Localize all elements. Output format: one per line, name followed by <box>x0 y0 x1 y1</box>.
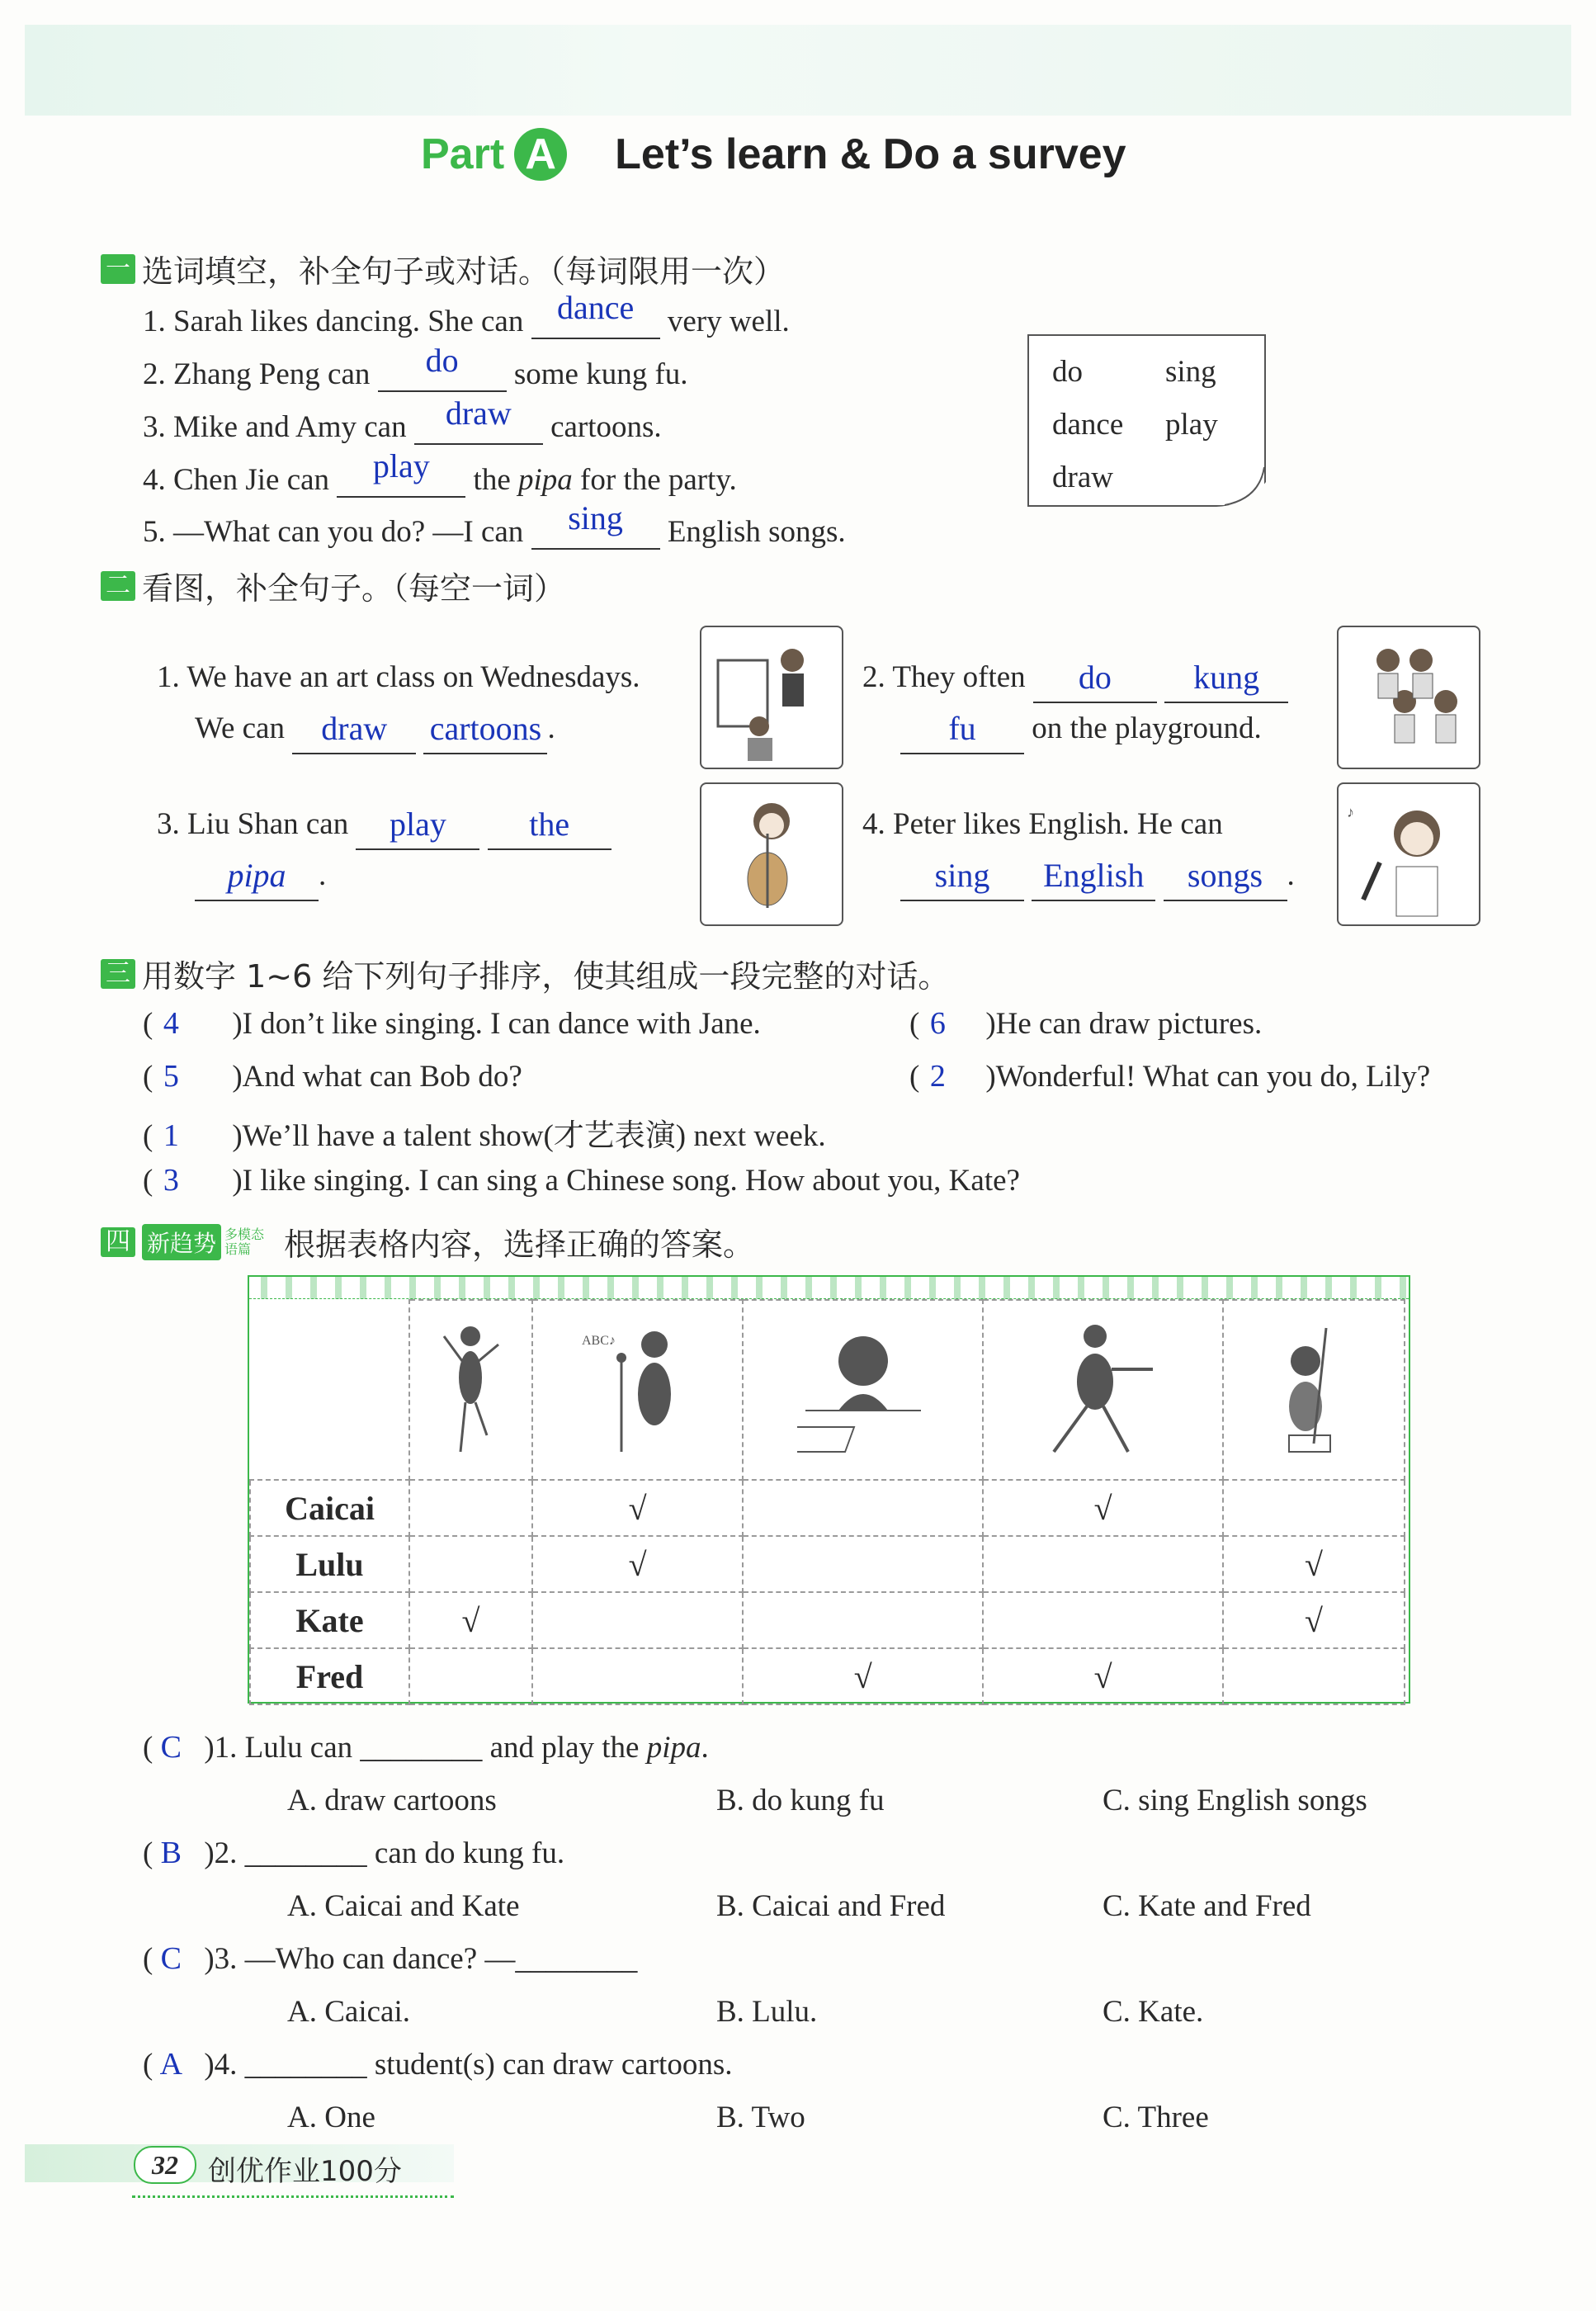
answer-blank[interactable]: fu <box>900 715 1024 754</box>
survey-table <box>249 1299 1405 1705</box>
section-2-heading <box>101 563 565 608</box>
section-number: 一 <box>101 254 135 284</box>
answer-blank[interactable]: draw <box>414 405 543 445</box>
pipa-icon <box>1223 1300 1405 1480</box>
draw-icon <box>743 1300 983 1480</box>
word: sing <box>1165 355 1216 389</box>
s4-question-4: ( A )4. ________ student(s) can draw cartoons. A. One B. Two C. Three <box>143 2038 732 2144</box>
answer-blank[interactable]: cartoons <box>423 715 547 754</box>
answer-blank[interactable]: do <box>1033 664 1157 703</box>
page-curl-icon <box>1216 466 1266 507</box>
table-row: Caicai √ √ <box>250 1480 1405 1536</box>
answer-blank[interactable]: dance <box>531 300 660 339</box>
book-title: 创优作业100分 <box>208 2155 402 2188</box>
answer-blank[interactable]: draw <box>292 715 416 754</box>
survey-table-frame <box>248 1275 1410 1704</box>
answer-blank[interactable]: sing <box>531 510 660 550</box>
svg-text:ABC♪: ABC♪ <box>581 1334 616 1348</box>
table-row: Fred √ √ <box>250 1648 1405 1704</box>
option[interactable]: A. Caicai. <box>287 1995 410 2029</box>
answer-blank[interactable]: English <box>1032 862 1155 901</box>
section-instruction: 用数字 1~6 给下列句子排序，使其组成一段完整的对话。 <box>142 958 950 995</box>
svg-text:♪: ♪ <box>1347 804 1354 820</box>
option[interactable]: A. draw cartoons <box>287 1784 497 1817</box>
trend-badge: 新趋势 <box>142 1224 221 1260</box>
pipa-picture <box>700 782 843 926</box>
answer-blank[interactable]: play <box>337 458 465 498</box>
part-letter-badge: A <box>514 128 567 181</box>
s3-item: ( 1 )We’ll have a talent show(才艺表演) next week. <box>143 1118 826 1153</box>
section-number: 三 <box>101 959 135 989</box>
option[interactable]: C. Three <box>1103 2101 1209 2134</box>
answer-blank[interactable]: pipa <box>195 862 319 901</box>
section-number: 四 <box>101 1227 135 1257</box>
section-instruction: 看图，补全句子。（每空一词） <box>142 570 566 607</box>
s3-item: ( 5 )And what can Bob do? <box>143 1059 522 1094</box>
table-row: Lulu √ √ <box>250 1536 1405 1592</box>
section-number: 二 <box>101 571 135 601</box>
s2-q2: 2. They often do kung fu on the playground. <box>862 652 1288 754</box>
answer-blank[interactable]: kung <box>1164 664 1288 703</box>
word: draw <box>1052 461 1113 494</box>
option[interactable]: A. Caicai and Kate <box>287 1889 520 1923</box>
section-4-heading <box>101 1219 754 1264</box>
option[interactable]: C. sing English songs <box>1103 1784 1367 1817</box>
word: dance <box>1052 408 1124 442</box>
sing-icon <box>532 1300 743 1480</box>
title-text: Let’s learn & Do a survey <box>615 130 1126 178</box>
spiral-binding <box>249 1277 1409 1299</box>
table-row: Kate √ √ <box>250 1592 1405 1648</box>
section-instruction: 选词填空，补全句子或对话。（每词限用一次） <box>142 253 786 290</box>
word: play <box>1165 408 1218 442</box>
option[interactable]: B. Two <box>716 2101 805 2134</box>
s1-item-3: 3. Mike and Amy can draw cartoons. <box>143 395 662 444</box>
s3-item: ( 6 )He can draw pictures. <box>909 1006 1263 1041</box>
s2-q1: 1. We have an art class on Wednesdays. We can draw cartoons . <box>157 652 640 754</box>
section-1-heading <box>101 246 785 291</box>
page-number: 32 <box>134 2146 196 2184</box>
header-band <box>25 25 1571 116</box>
option[interactable]: B. Caicai and Fred <box>716 1889 946 1923</box>
s2-q3: 3. Liu Shan can play the pipa . <box>157 799 611 901</box>
section-instruction: 根据表格内容，选择正确的答案。 <box>284 1226 755 1263</box>
s3-item: ( 4 )I don’t like singing. I can dance with Jane. <box>143 1006 761 1041</box>
part-label: Part <box>421 130 505 178</box>
option[interactable]: C. Kate. <box>1103 1995 1204 2029</box>
option[interactable]: A. One <box>287 2101 375 2134</box>
s4-question-2: ( B )2. ________ can do kung fu. A. Caicai and Kate B. Caicai and Fred C. Kate and Fred <box>143 1827 564 1933</box>
answer-blank[interactable]: play <box>356 811 479 850</box>
option[interactable]: B. Lulu. <box>716 1995 818 2029</box>
page-title <box>421 128 1126 181</box>
art-class-picture <box>700 626 843 769</box>
s3-item: ( 2 )Wonderful! What can you do, Lily? <box>909 1059 1431 1094</box>
option[interactable]: B. do kung fu <box>716 1784 885 1817</box>
singing-picture <box>1337 782 1480 926</box>
word-box <box>1027 334 1266 507</box>
s4-question-3: ( C )3. —Who can dance? —________ A. Caicai. B. Lulu. C. Kate. <box>143 1932 637 2039</box>
answer-blank[interactable]: do <box>378 352 507 392</box>
s1-item-5: 5. —What can you do? —I can sing English songs. <box>143 499 846 549</box>
dance-icon <box>409 1300 532 1480</box>
answer-blank[interactable]: sing <box>900 862 1024 901</box>
s1-item-1: 1. Sarah likes dancing. She can dance very well. <box>143 289 790 338</box>
s4-question-1: ( C )1. Lulu can ________ and play the pipa. A. draw cartoons B. do kung fu C. sing English songs <box>143 1721 709 1827</box>
trend-badge-small: 多模态语篇 <box>224 1226 265 1257</box>
section-3-heading <box>101 951 949 996</box>
option[interactable]: C. Kate and Fred <box>1103 1889 1311 1923</box>
word: do <box>1052 355 1083 389</box>
s3-item: ( 3 )I like singing. I can sing a Chinese song. How about you, Kate? <box>143 1163 1020 1198</box>
kung-fu-picture <box>1337 626 1480 769</box>
answer-blank[interactable]: the <box>488 811 611 850</box>
s2-q4: 4. Peter likes English. He can sing English songs . <box>862 799 1295 901</box>
kung-fu-icon <box>983 1300 1223 1480</box>
footer-dots <box>132 2195 454 2198</box>
answer-blank[interactable]: songs <box>1164 862 1287 901</box>
s1-item-2: 2. Zhang Peng can do some kung fu. <box>143 342 688 391</box>
s1-item-4: 4. Chen Jie can play the pipa for the party. <box>143 447 737 497</box>
